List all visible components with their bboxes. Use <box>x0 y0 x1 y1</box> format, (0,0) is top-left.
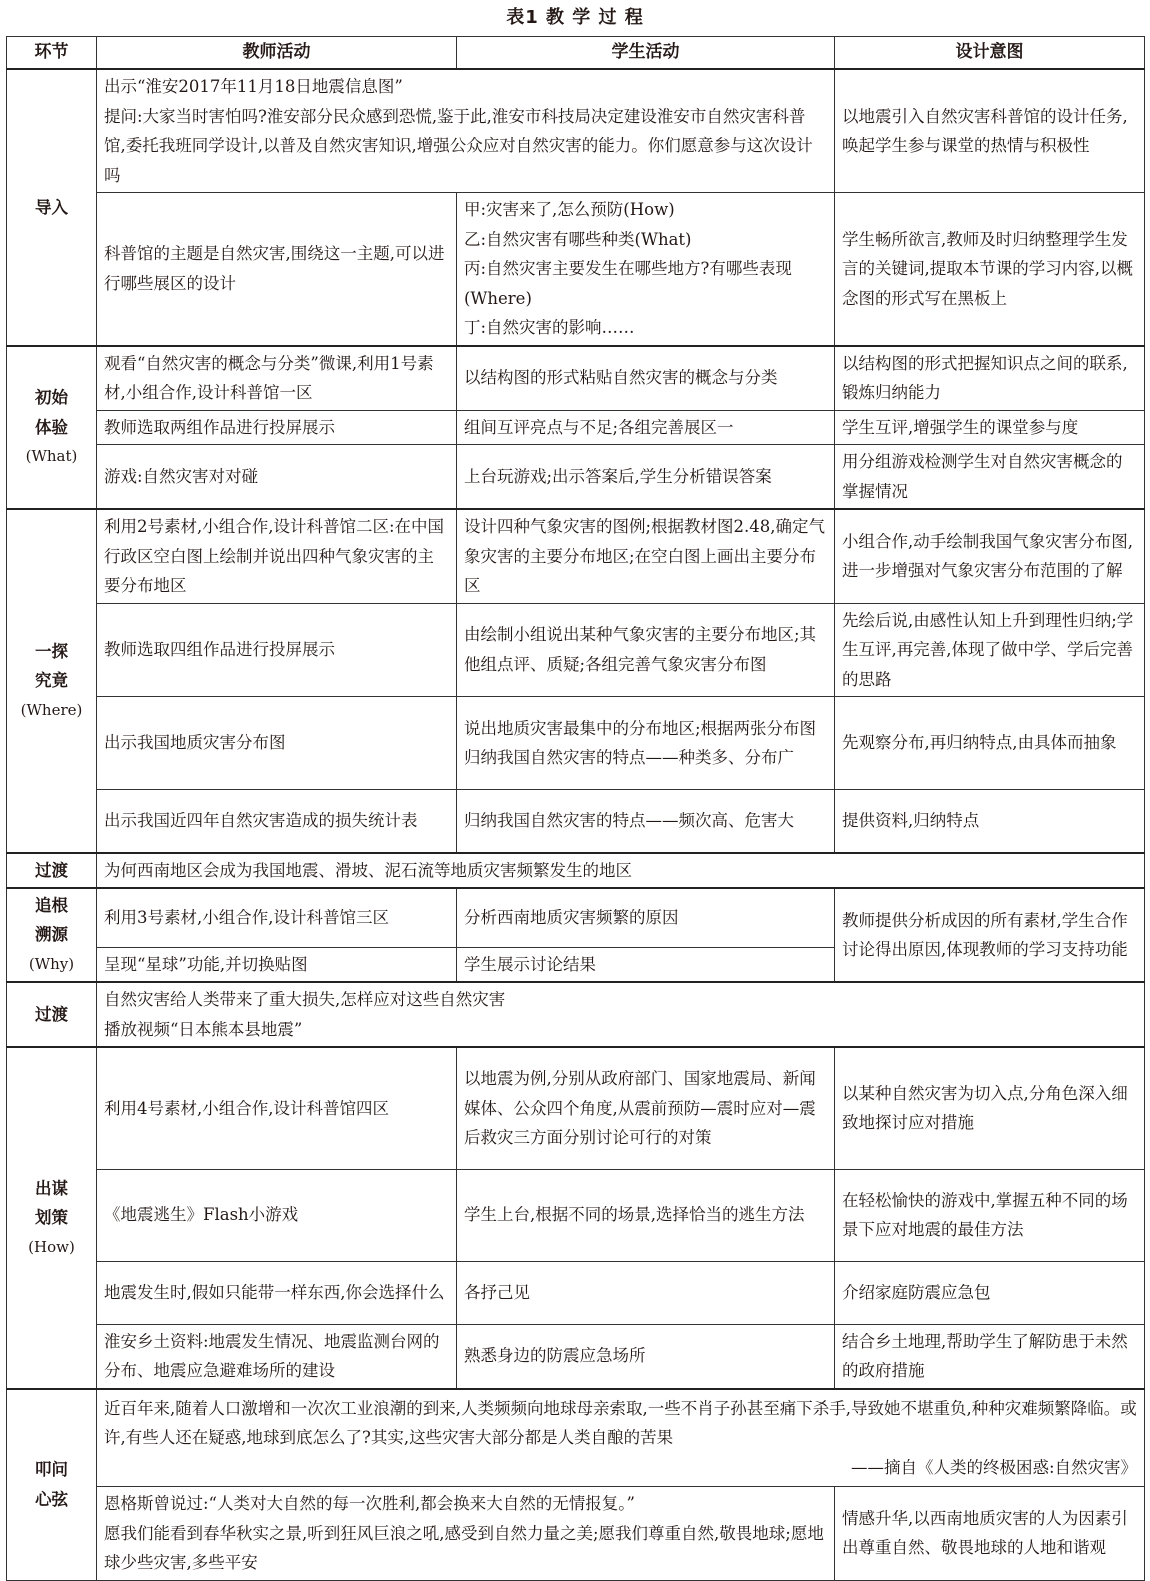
teacher-cell: 出示我国近四年自然灾害造成的损失统计表 <box>97 790 457 853</box>
heart-design-cell: 情感升华,以西南地质灾害的人为因素引出尊重自然、敬畏地球的人地和谐观 <box>835 1487 1145 1581</box>
design-cell: 先绘后说,由感性认知上升到理性归纳;学生互评,再完善,体现了做中学、学后完善的思路 <box>835 603 1145 697</box>
teacher-cell: 游戏:自然灾害对对碰 <box>97 445 457 510</box>
table-row <box>7 193 1145 346</box>
teacher-cell: 教师选取四组作品进行投屏展示 <box>97 603 457 697</box>
header-student: 学生活动 <box>457 37 835 70</box>
stage-label: 导入 <box>35 197 68 217</box>
heart-teacher-line: 恩格斯曾说过:“人类对大自然的每一次胜利,都会换来大自然的无情报复。” <box>104 1494 635 1513</box>
stage-intro <box>7 69 97 346</box>
stage-label: 究竟 <box>35 671 68 690</box>
table-row <box>7 853 1145 889</box>
intro-teacher-cell <box>97 69 835 193</box>
header-stage: 环节 <box>7 37 97 70</box>
teacher-cell: 利用4号素材,小组合作,设计科普馆四区 <box>97 1047 457 1169</box>
stage-transition <box>7 853 97 889</box>
table-row <box>7 445 1145 510</box>
header-teacher: 教师活动 <box>97 37 457 70</box>
intro-teacher-line: 提问:大家当时害怕吗?淮安部分民众感到恐慌,鉴于此,淮安市科技局决定建设淮安市自然灾害科普馆,委托我班同学设计,以普及自然灾害知识,增强公众应对自然灾害的能力。你们愿意参与这次设计吗 <box>104 106 813 185</box>
student-cell: 说出地质灾害最集中的分布地区;根据两张分布图归纳我国自然灾害的特点——种类多、分布广 <box>457 697 835 790</box>
stage-tag: (How) <box>28 1237 75 1256</box>
intro-design-cell: 学生畅所欲言,教师及时归纳整理学生发言的关键词,提取本节课的学习内容,以概念图的形式写在黑板上 <box>835 193 1145 346</box>
table-caption: 表1 教 学 过 程 <box>506 7 644 28</box>
student-cell: 归纳我国自然灾害的特点——频次高、危害大 <box>457 790 835 853</box>
quote-text: 近百年来,随着人口激增和一次次工业浪潮的到来,人类频频向地球母亲索取,一些不肖子孙甚至痛下杀手,导致她不堪重负,种种灾难频繁降临。或许,有些人还在疑惑,地球到底怎么了?其实,这些灾害大部分都是人类自酿的苦果 <box>104 1398 1137 1447</box>
teacher-cell: 淮安乡土资料:地震发生情况、地震监测台网的分布、地震应急避难场所的建设 <box>97 1324 457 1389</box>
intro-student-cell <box>457 193 835 346</box>
stage-tag: (Where) <box>20 700 83 719</box>
design-cell: 以结构图的形式把握知识点之间的联系,锻炼归纳能力 <box>835 346 1145 411</box>
stage-label: 一探 <box>35 641 68 661</box>
header-design: 设计意图 <box>835 37 1145 70</box>
student-cell: 以地震为例,分别从政府部门、国家地震局、新闻媒体、公众四个角度,从震前预防—震时应对—震后救灾三方面分别讨论可行的对策 <box>457 1047 835 1169</box>
table-row <box>7 1261 1145 1324</box>
table-row <box>7 1389 1145 1487</box>
stage-label: 出谋 <box>35 1178 68 1198</box>
stage-what <box>7 346 97 510</box>
table-row <box>7 69 1145 193</box>
student-line: 丁:自然灾害的影响…… <box>464 318 635 337</box>
transition-line: 播放视频“日本熊本县地震” <box>104 1019 303 1039</box>
stage-transition <box>7 982 97 1047</box>
table-row <box>7 1324 1145 1389</box>
quote-source: ——摘自《人类的终极困惑:自然灾害》 <box>850 1457 1137 1477</box>
design-cell: 小组合作,动手绘制我国气象灾害分布图,进一步增强对气象灾害分布范围的了解 <box>835 509 1145 603</box>
stage-label: 划策 <box>35 1208 68 1227</box>
intro-design-cell: 以地震引入自然灾害科普馆的设计任务,唤起学生参与课堂的热情与积极性 <box>835 69 1145 193</box>
transition-cell <box>97 982 1145 1047</box>
design-cell: 介绍家庭防震应急包 <box>835 1261 1145 1324</box>
table-row <box>7 697 1145 790</box>
student-cell: 学生展示讨论结果 <box>457 947 835 982</box>
student-cell: 由绘制小组说出某种气象灾害的主要分布地区;其他组点评、质疑;各组完善气象灾害分布图 <box>457 603 835 697</box>
student-cell: 学生上台,根据不同的场景,选择恰当的逃生方法 <box>457 1169 835 1261</box>
stage-label: 追根 <box>35 895 68 915</box>
stage-label: 心弦 <box>35 1489 68 1509</box>
stage-label: 叩问 <box>35 1460 68 1479</box>
stage-where <box>7 509 97 853</box>
stage-label: 过渡 <box>35 1004 68 1024</box>
stage-how <box>7 1047 97 1389</box>
table-row <box>7 410 1145 445</box>
teacher-cell: 呈现“星球”功能,并切换贴图 <box>97 947 457 982</box>
stage-why <box>7 888 97 982</box>
student-line: 甲:灾害来了,怎么预防(How) <box>464 200 675 219</box>
student-cell: 组间互评亮点与不足;各组完善展区一 <box>457 410 835 445</box>
design-cell: 用分组游戏检测学生对自然灾害概念的掌握情况 <box>835 445 1145 510</box>
design-cell: 结合乡土地理,帮助学生了解防患于未然的政府措施 <box>835 1324 1145 1389</box>
design-cell: 在轻松愉快的游戏中,掌握五种不同的场景下应对地震的最佳方法 <box>835 1169 1145 1261</box>
stage-label: 过渡 <box>35 860 68 880</box>
student-line: 丙:自然灾害主要发生在哪些地方?有哪些表现(Where) <box>464 259 792 308</box>
teacher-cell: 教师选取两组作品进行投屏展示 <box>97 410 457 445</box>
design-cell: 学生互评,增强学生的课堂参与度 <box>835 410 1145 445</box>
table-row <box>7 1047 1145 1169</box>
table-row <box>7 1169 1145 1261</box>
stage-label: 初始 <box>35 388 68 407</box>
design-cell: 提供资料,归纳特点 <box>835 790 1145 853</box>
student-cell: 上台玩游戏;出示答案后,学生分析错误答案 <box>457 445 835 510</box>
intro-teacher-line: 出示“淮安2017年11月18日地震信息图” <box>104 77 403 96</box>
student-cell: 熟悉身边的防震应急场所 <box>457 1324 835 1389</box>
teacher-cell: 利用2号素材,小组合作,设计科普馆二区:在中国行政区空白图上绘制并说出四种气象灾害的主要分布地区 <box>97 509 457 603</box>
stage-label: 体验 <box>35 417 68 437</box>
stage-label: 溯源 <box>35 925 68 945</box>
teacher-cell: 《地震逃生》Flash小游戏 <box>97 1169 457 1261</box>
table-row <box>7 888 1145 947</box>
stage-tag: (Why) <box>28 954 75 973</box>
header-row <box>7 37 1145 70</box>
table-row <box>7 509 1145 603</box>
intro-teacher-cell: 科普馆的主题是自然灾害,围绕这一主题,可以进行哪些展区的设计 <box>97 193 457 346</box>
heart-teacher-line: 愿我们能看到春华秋实之景,听到狂风巨浪之吼,感受到自然力量之美;愿我们尊重自然,敬畏地球;愿地球少些灾害,多些平安 <box>104 1523 824 1572</box>
teacher-cell: 观看“自然灾害的概念与分类”微课,利用1号素材,小组合作,设计科普馆一区 <box>97 346 457 411</box>
design-cell: 先观察分布,再归纳特点,由具体而抽象 <box>835 697 1145 790</box>
student-cell: 以结构图的形式粘贴自然灾害的概念与分类 <box>457 346 835 411</box>
teacher-cell: 地震发生时,假如只能带一样东西,你会选择什么 <box>97 1261 457 1324</box>
table-row <box>7 346 1145 411</box>
table-row <box>7 1487 1145 1581</box>
design-cell: 教师提供分析成因的所有素材,学生合作讨论得出原因,体现教师的学习支持功能 <box>835 888 1145 982</box>
heart-teacher-cell <box>97 1487 835 1581</box>
teacher-cell: 出示我国地质灾害分布图 <box>97 697 457 790</box>
transition-line: 自然灾害给人类带来了重大损失,怎样应对这些自然灾害 <box>104 990 506 1009</box>
transition-cell: 为何西南地区会成为我国地震、滑坡、泥石流等地质灾害频繁发生的地区 <box>97 853 1145 889</box>
student-cell: 设计四种气象灾害的图例;根据教材图2.48,确定气象灾害的主要分布地区;在空白图上画出主要分布区 <box>457 509 835 603</box>
teacher-cell: 利用3号素材,小组合作,设计科普馆三区 <box>97 888 457 947</box>
table-row <box>7 790 1145 853</box>
teaching-process-table <box>6 36 1145 1581</box>
design-cell: 以某种自然灾害为切入点,分角色深入细致地探讨应对措施 <box>835 1047 1145 1169</box>
stage-heart <box>7 1389 97 1581</box>
student-cell: 各抒己见 <box>457 1261 835 1324</box>
student-cell: 分析西南地质灾害频繁的原因 <box>457 888 835 947</box>
table-row <box>7 603 1145 697</box>
stage-tag: (What) <box>25 447 78 465</box>
quote-cell <box>97 1389 1145 1487</box>
table-row <box>7 982 1145 1047</box>
student-line: 乙:自然灾害有哪些种类(What) <box>464 229 692 249</box>
